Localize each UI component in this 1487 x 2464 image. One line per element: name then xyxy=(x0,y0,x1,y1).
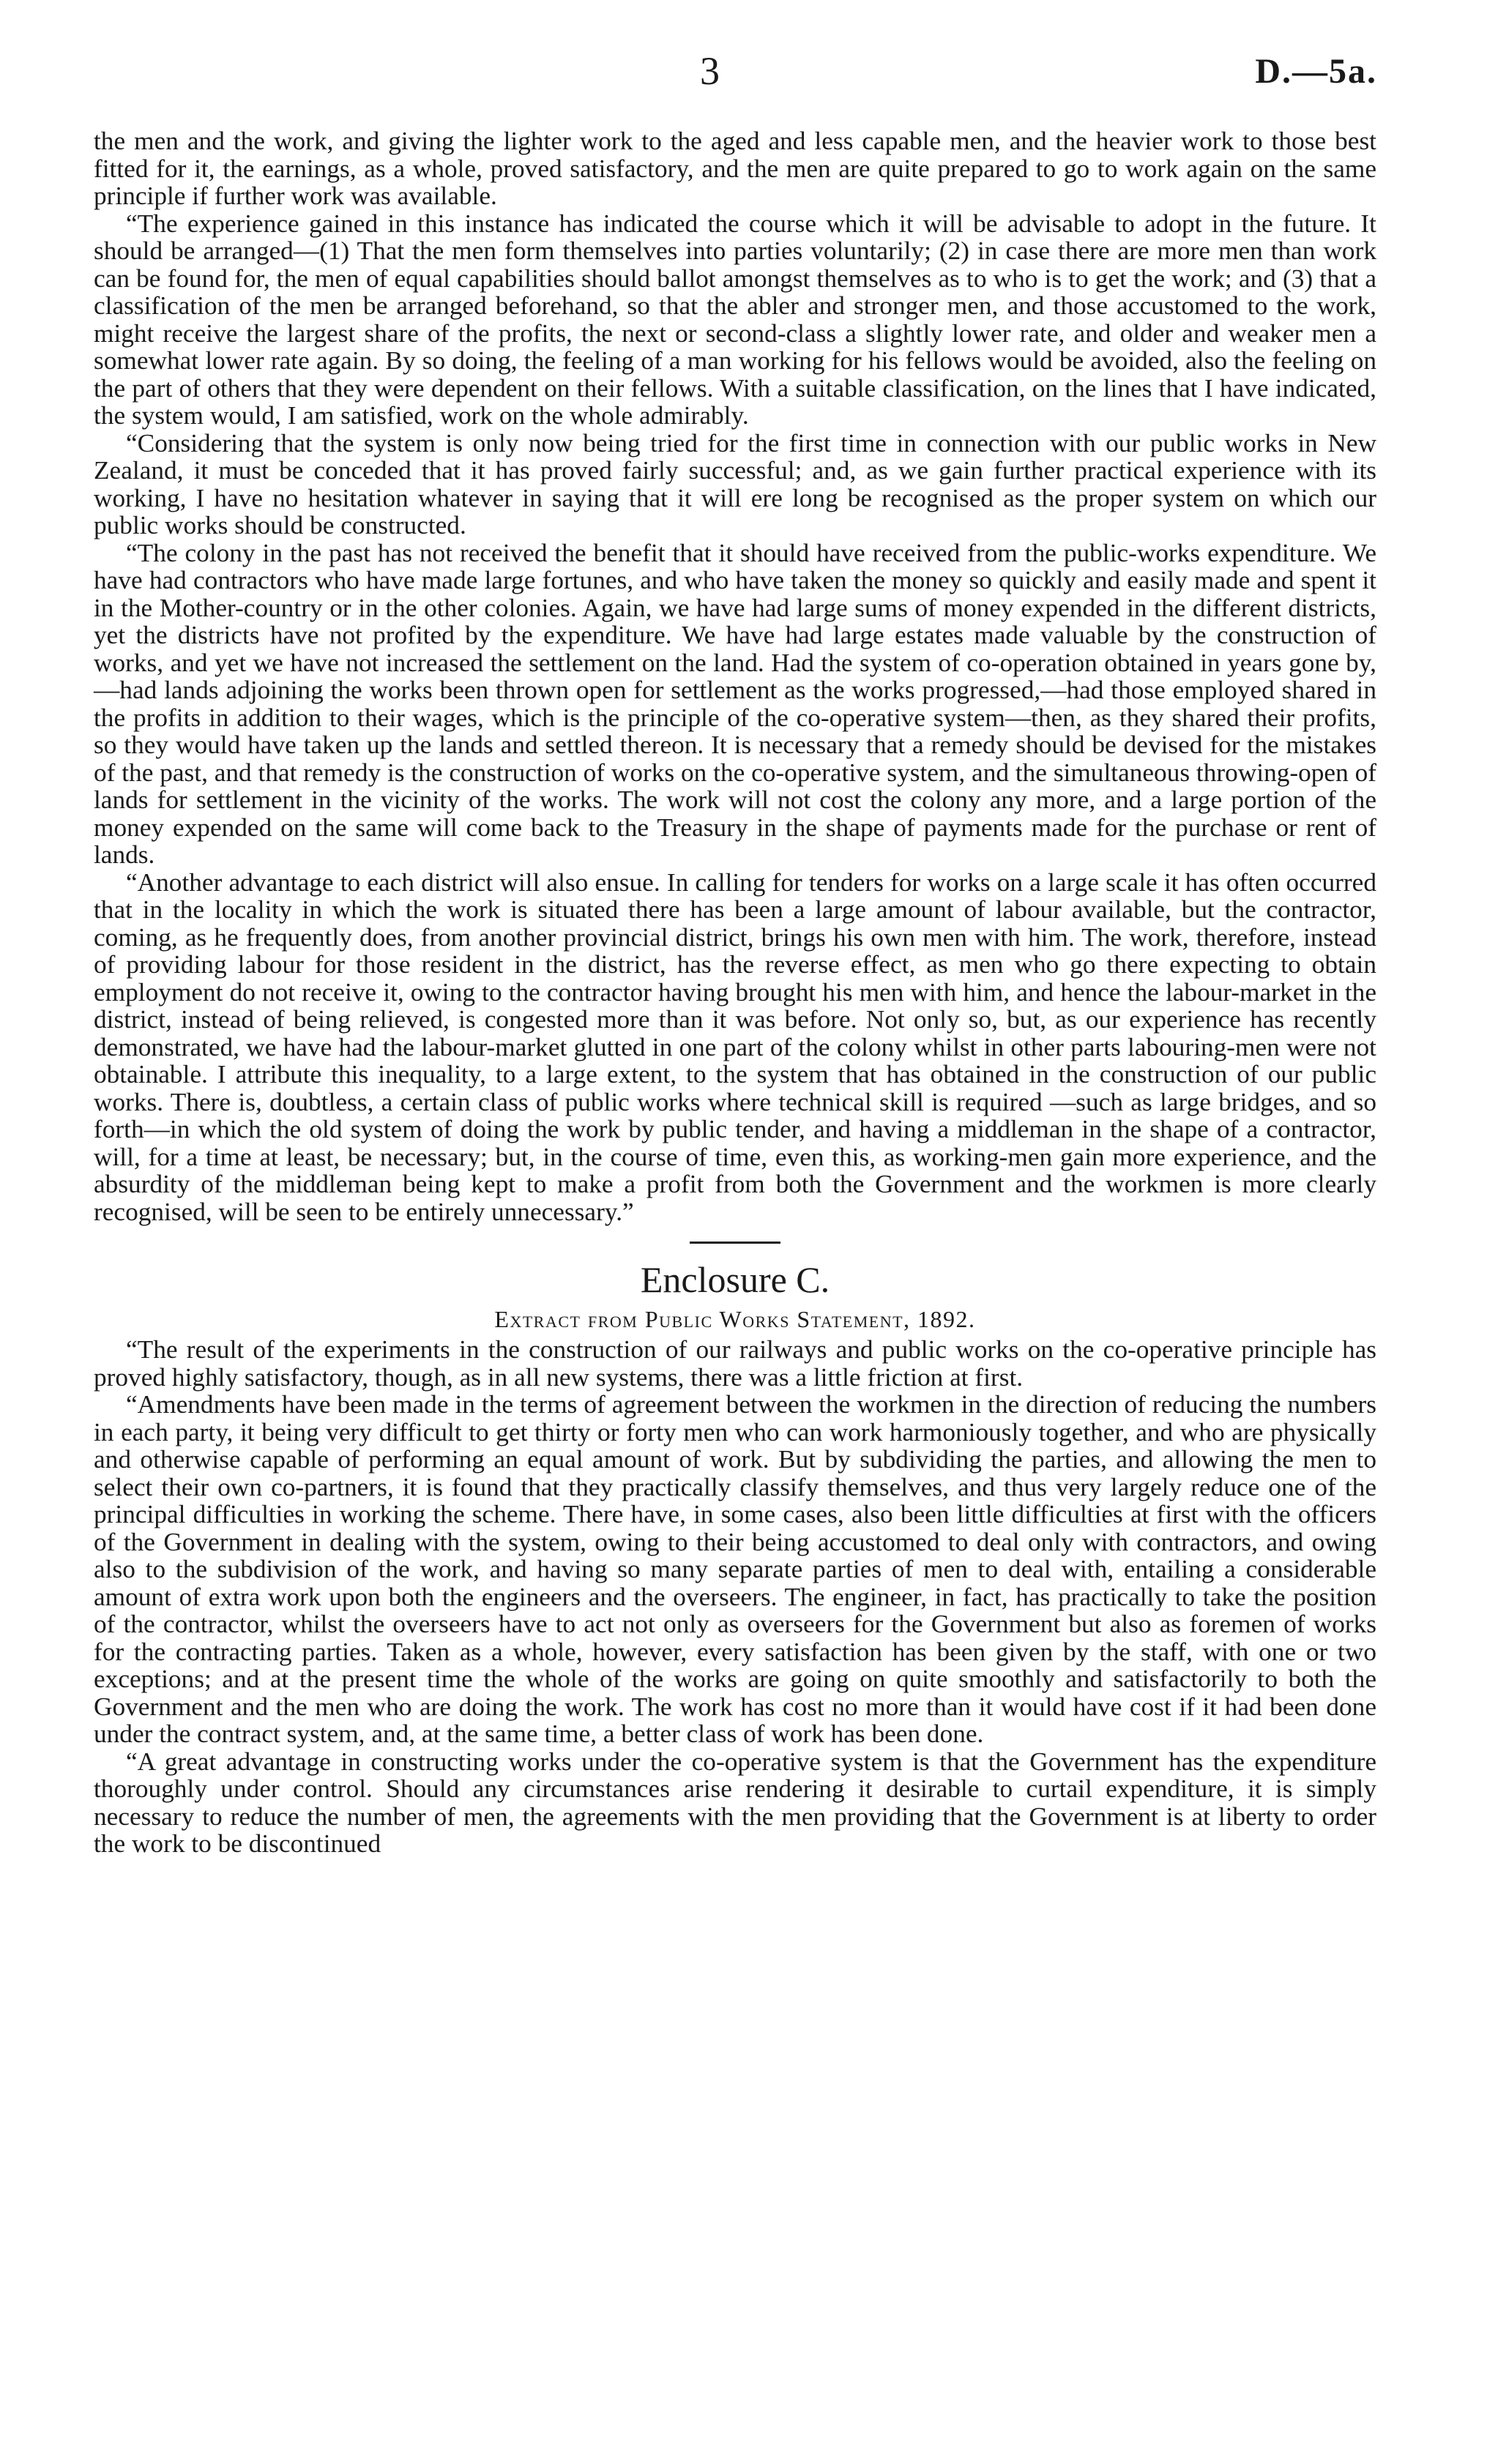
paragraph: “Another advantage to each district will also ensue. In calling for tenders for works on a large scale it has often occurred that in the locality in which the work is situated there has been a large amount of labour available, but the contractor, coming, as he frequently does, from another provincial district, brings his own men with him. The work, therefore, instead of providing labour for those resident in the district, has the reverse effect, as men who go there expecting to obtain employment do not receive it, owing to the contractor having brought his men with him, and hence the labour-market in the district, instead of being relieved, is congested more than it was before. Not only so, but, as our experience has recently demonstrated, we have had the labour-market glutted in one part of the colony whilst in other parts labouring-men were not obtainable. I attribute this inequality, to a large extent, to the system that has obtained in the construction of our public works. There is, doubtless, a certain class of public works where technical skill is required —such as large bridges, and so forth—in which the old system of doing the work by public tender, and having a middleman in the shape of a contractor, will, for a time at least, be necessary; but, in the course of time, even this, as working-men gain more experience, and the absurdity of the middleman being kept to make a profit from both the Government and the workmen is more clearly recognised, will be seen to be entirely unnecessary.” xyxy=(94,867,1376,1226)
paragraph: “Amendments have been made in the terms of agreement between the workmen in the direction of reducing the numbers in each party, it being very difficult to get thirty or forty men who can work harmoniously together, and who are physically and otherwise capable of performing an equal amount of work. But by subdividing the parties, and allowing the men to select their own co-partners, it is found that they practically classify themselves, and thus very largely reduce one of the principal difficulties in working the scheme. There have, in some cases, also been little difficulties at first with the officers of the Government in dealing with the system, owing to their being accustomed to deal only with contractors, and owing also to the subdivision of the work, and having so many separate parties of men to deal with, entailing a considerable amount of extra work upon both the engineers and the overseers. The engineer, in fact, has practically to take the position of the contractor, whilst the overseers have to act not only as overseers for the Government but also as foremen of works for the contracting parties. Taken as a whole, however, every satisfaction has been given by the staff, with one or two exceptions; and at the present time the whole of the works are going on quite smoothly and satisfactorily to both the Government and the men who are doing the work. The work has cost no more than it would have cost if it had been done under the contract system, and, at the same time, a better class of work has been done. xyxy=(94,1390,1376,1748)
section-divider xyxy=(690,1242,780,1244)
paragraph: “The colony in the past has not received the benefit that it should have received from the public-works expenditure. We have had contractors who have made large fortunes, and who have taken the money so quickly and easily made and spent it in the Mother-country or in the other colonies. Again, we have had large sums of money expended in the different districts, yet the districts have not profited by the expenditure. We have had large estates made valuable by the construction of works, and yet we have not increased the settlement on the land. Had the system of co-operation obtained in years gone by,—had lands adjoining the works been thrown open for settlement as the works progressed,—had those employed shared in the profits in addition to their wages, which is the principle of the co-operative system—then, as they shared their profits, so they would have taken up the lands and settled thereon. It is necessary that a remedy should be devised for the mistakes of the past, and that remedy is the construction of works on the co-operative system, and the simultaneous throwing-open of lands for settlement in the vicinity of the works. The work will not cost the colony any more, and a large portion of the money expended on the same will come back to the Treasury in the shape of payments made for the purchase or rent of lands. xyxy=(94,538,1376,869)
paragraph: the men and the work, and giving the lighter work to the aged and less capable men, and the heavier work to those best fitted for it, the earnings, as a whole, proved satisfactory, and the men are quite prepared to go to work again on the same principle if further work was available. xyxy=(94,127,1376,210)
enclosure-title: Enclosure C. xyxy=(640,1259,830,1300)
paragraph: “A great advantage in constructing works under the co-operative system is that the Government has the expenditure thoroughly under control. Should any circumstances arise rendering it desirable to curtail expenditure, it is simply necessary to reduce the number of men, the agreements with the men providing that the Government is at liberty to order the work to be discontinued xyxy=(94,1747,1376,1858)
document-reference: D.—5a. xyxy=(1255,52,1377,91)
body-text xyxy=(94,127,1376,1858)
page-number: 3 xyxy=(700,49,720,93)
paragraph: “Considering that the system is only now being tried for the first time in connection with our public works in New Zealand, it must be conceded that it has proved fairly successful; and, as we gain further practical experience with its working, I have no hesitation whatever in saying that it will ere long be recognised as the proper system on which our public works should be constructed. xyxy=(94,428,1376,540)
paragraph: “The experience gained in this instance has indicated the course which it will be advisable to adopt in the future. It should be arranged—(1) That the men form themselves into parties voluntarily; (2) in case there are more men than work can be found for, the men of equal capabilities should ballot amongst themselves as to who is to get the work; and (3) that a classification of the men be arranged beforehand, so that the abler and stronger men, and those accustomed to the work, might receive the largest share of the profits, the next or second-class a slightly lower rate, and older and weaker men a somewhat lower rate again. By so doing, the feeling of a man working for his fellows would be avoided, also the feeling on the part of others that they were dependent on their fellows. With a suitable classification, on the lines that I have indicated, the system would, I am satisfied, work on the whole admirably. xyxy=(94,209,1376,430)
paragraph: “The result of the experiments in the construction of our railways and public works on the co-operative principle has proved highly satisfactory, though, as in all new systems, there was a little friction at first. xyxy=(94,1335,1376,1392)
enclosure-subtitle: Extract from Public Works Statement, 1892. xyxy=(494,1306,976,1332)
